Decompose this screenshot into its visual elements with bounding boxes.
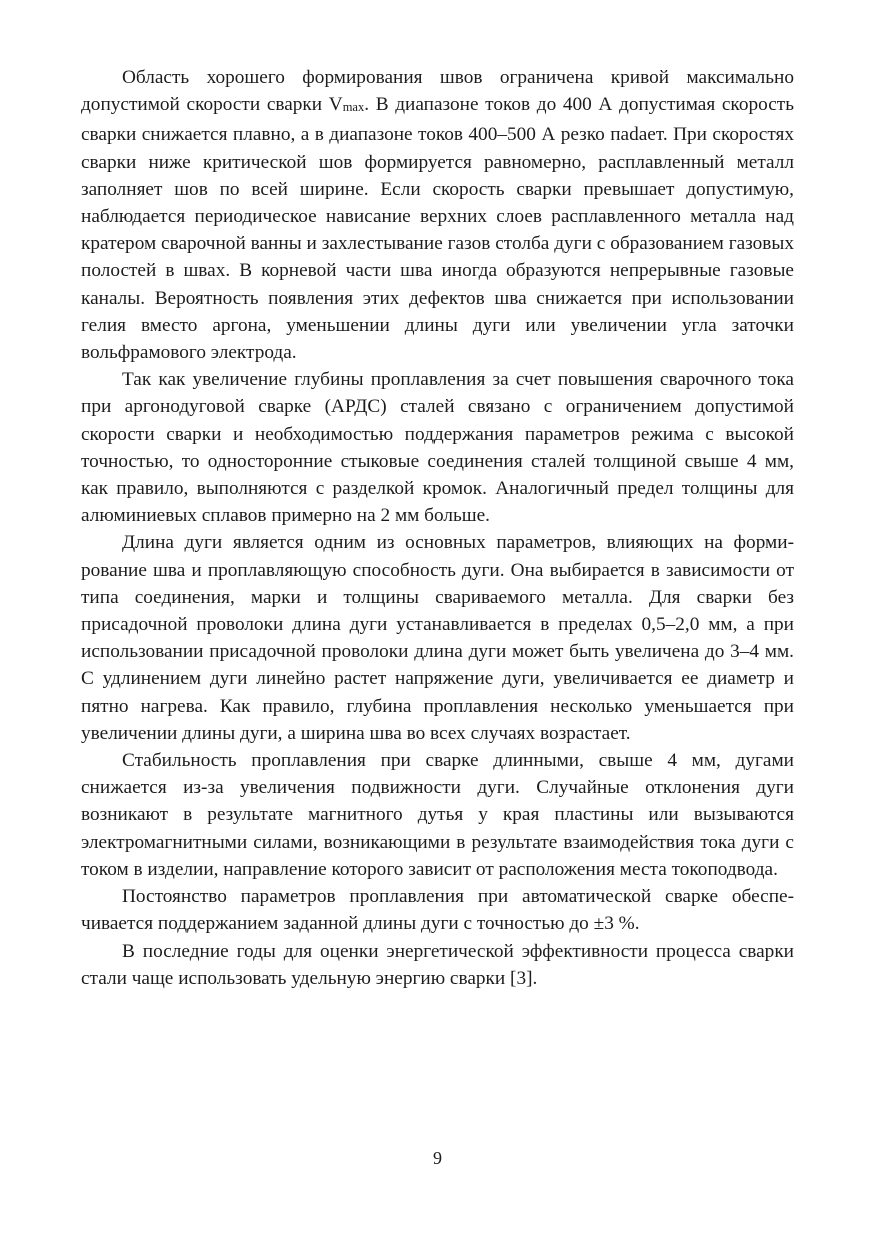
paragraph-specific-energy: В последние годы для оценки энергетической эффективности процесса сварки стали чаще использовать удельную энергию сварки [3]. [81, 940, 794, 989]
paragraph-penetration-depth: Так как увеличение глубины проплавления за счет повышения сварочного тока при аргонодуговой сварке (АРДС) сталей связано с ограничением допустимой скорости сварки и необходимостью поддержания параметров режима с высокой точностью, то односторонние стыковые соединения сталей толщиной свыше 4 мм, как правило, выполняются с разделкой кромок. Аналогичный предел толщины для алюминиевых сплавов примерно на 2 мм больше. [81, 369, 794, 527]
paragraph-weld-formation [81, 64, 794, 366]
paragraph-penetration-stability: Стабильность проплавления при сварке длинными, свыше 4 мм, дугами снижается из-за увеличения подвижности дуги. Случайные отклонения дуги возникают в результате магнитного дутья у края пластины или вызываются электромагнитными силами, возникающими в результате взаимодействия тока дуги с током в изделии, направление которого зависит от расположения места токоподвода. [81, 750, 794, 880]
page-body [81, 64, 794, 992]
page-number: 9 [433, 1148, 442, 1168]
paragraph-arc-length: Длина дуги является одним из основных параметров, влияющих на формирование шва и проплавляющую способность дуги. Она выбирается в зависимости от типа соединения, марки и толщины свариваемого металла. Для сварки без присадочной проволоки длина дуги устанавливается в пределах 0,5–2,0 мм, а при использовании присадочной проволоки длина дуги может быть увеличена до 3–4 мм. С удлинением дуги линейно растет напряжение дуги, увеличивается ее диаметр и пятно нагрева. Как правило, глубина проплавления несколько уменьшается при увеличении длины дуги, а ширина шва во всех случаях возрастает. [81, 532, 794, 744]
paragraph-1-text-start: Область хорошего формирования швов ограничена кривой максимально допустимой скорости сварки V [81, 67, 794, 116]
vmax-subscript: max [342, 100, 365, 115]
paragraph-parameter-constancy: Постоянство параметров проплавления при автоматической сварке обеспечивается поддержанием заданной длины дуги с точностью до ±3 %. [81, 886, 794, 935]
paragraph-1-text-end: . В диапазоне токов до 400 А допустимая скорость сварки снижается плавно, а в диапазоне токов 400–500 А резко паdает. При скоростях сварки ниже критической шов формируется равномерно, расплавленный металл заполняет шов по всей ширине. Если скорость сварки превышает допустимую, наблюдается периодическое нависание верхних слоев расплавленного металла над кратером сварочной ванны и захлестывание газов столба дуги с образованием газовых полостей в швах. В корневой части шва иногда образуются непрерывные газовые каналы. Вероятность появления этих дефектов шва снижается при использовании гелия вместо аргона, уменьшении длины дуги или увеличении угла заточки вольфрамового электрода. [81, 94, 794, 364]
